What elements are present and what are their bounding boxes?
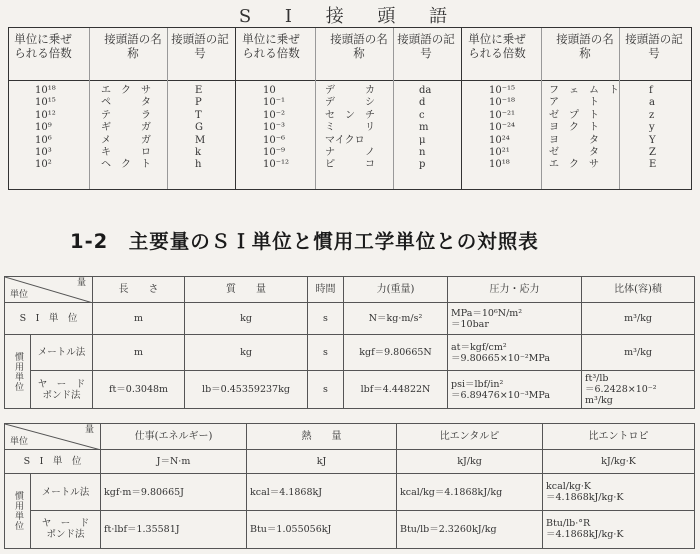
table-cell: s [308, 303, 344, 335]
table-cell: s [308, 371, 344, 409]
name-cell: エ ク サ [549, 159, 599, 171]
name-cell: セ ン チ [325, 109, 375, 121]
name-cell: ゼ プ ト [549, 109, 599, 121]
name-cell: デ カ [325, 85, 375, 96]
multiplier-cell: 10⁻²⁴ [489, 122, 516, 134]
table-cell: Btu/lb＝2.3260kJ/kg [397, 510, 543, 548]
table-cell: psi＝lbf/in² ＝6.89476×10⁻³MPa [448, 371, 582, 409]
header-pressure: 圧力・応力 [448, 277, 582, 303]
multiplier-cell: 10⁻³ [263, 122, 286, 134]
table-cell: m [93, 303, 185, 335]
header-heat: 熱 量 [247, 424, 397, 450]
unit-conversion-table-1 [4, 276, 695, 409]
table-cell: m³/kg [582, 335, 695, 371]
name-cell: テ ラ [101, 109, 151, 121]
name-cell: ペ タ [101, 97, 151, 109]
name-cell: ゼ タ [549, 147, 599, 159]
multiplier-column-3 [489, 85, 515, 172]
symbol-cell: P [195, 97, 202, 109]
multiplier-cell: 10² [35, 159, 52, 171]
name-cell: ヨ ク ト [549, 122, 599, 134]
table-cell: kcal＝4.1868kJ [247, 474, 397, 510]
symbol-cell: T [195, 109, 202, 121]
table-cell: Btu＝1.055056kJ [247, 510, 397, 548]
table-cell: ft³/lb ＝6.2428×10⁻² m³/kg [582, 371, 695, 409]
name-cell: フ ェ ム ト [549, 85, 619, 96]
symbol-cell: z [649, 109, 655, 121]
table-cell: ft·lbf＝1.35581J [101, 510, 247, 548]
symbol-cell: M [195, 134, 206, 146]
section-title: 1-2 主要量のＳＩ単位と慣用工学単位との対照表 [70, 230, 539, 253]
multiplier-cell: 10⁻¹² [263, 159, 290, 171]
multiplier-column-2 [263, 85, 289, 172]
metric-row [5, 335, 695, 371]
name-cell: ミ リ [325, 122, 375, 134]
multiplier-cell: 10⁻¹⁵ [489, 85, 516, 96]
symbol-cell: G [195, 122, 203, 134]
name-cell: ヨ タ [549, 134, 599, 146]
header-symbol-3: 接頭語の記号 [625, 32, 683, 60]
divider [541, 28, 542, 189]
yard-pound-row [5, 510, 695, 548]
name-cell: ヘ ク ト [101, 159, 151, 171]
symbol-cell: h [195, 159, 202, 171]
divider [461, 28, 462, 189]
header-mass: 質 量 [185, 277, 308, 303]
unit-label: 単位 [10, 290, 29, 300]
symbol-cell: Y [649, 134, 656, 146]
name-cell: メ ガ [101, 134, 151, 146]
table-cell: kcal/kg·K ＝4.1868kJ/kg·K [543, 474, 695, 510]
table-header-row [5, 424, 695, 450]
quantity-label: 量 [84, 425, 94, 435]
multiplier-cell: 10¹⁸ [489, 159, 510, 171]
symbol-cell: d [419, 97, 426, 109]
unit-conversion-table-2 [4, 423, 695, 549]
multiplier-cell: 10²¹ [489, 147, 510, 159]
multiplier-cell: 10 [263, 85, 276, 96]
table-cell: kg [185, 335, 308, 371]
header-work: 仕事(エネルギー) [101, 424, 247, 450]
header-symbol-1: 接頭語の記号 [171, 32, 229, 60]
multiplier-cell: 10¹² [35, 109, 56, 121]
table-cell: kg [185, 303, 308, 335]
multiplier-cell: 10¹⁵ [35, 97, 56, 109]
name-cell: ナ ノ [325, 147, 375, 159]
divider [393, 28, 394, 189]
table-cell: at＝kgf/cm² ＝9.80665×10⁻²MPa [448, 335, 582, 371]
table-cell: lbf＝4.44822N [344, 371, 448, 409]
name-cell: マイクロ [325, 134, 365, 146]
header-multiplier-1: 単位に乗ぜられる倍数 [14, 32, 72, 60]
si-prefix-table [8, 27, 692, 190]
table-cell: Btu/lb·°R ＝4.1868kJ/kg·K [543, 510, 695, 548]
symbol-cell: da [419, 85, 432, 96]
header-specific-volume: 比体(容)積 [582, 277, 695, 303]
header-specific-enthalpy: 比エンタルピ [397, 424, 543, 450]
yard-pound-row [5, 371, 695, 409]
yard-pound-label: ヤ ー ド ポンド法 [31, 371, 93, 409]
table-cell: m³/kg [582, 303, 695, 335]
symbol-cell: E [195, 85, 203, 96]
table-cell: kcal/kg＝4.1868kJ/kg [397, 474, 543, 510]
table-cell: kgf＝9.80665N [344, 335, 448, 371]
name-column-1 [101, 85, 151, 172]
conventional-units-text: 慣用単位 [13, 491, 23, 532]
header-symbol-2: 接頭語の記号 [397, 32, 455, 60]
multiplier-cell: 10⁶ [35, 134, 52, 146]
name-cell: エ ク サ [101, 85, 151, 96]
si-unit-row [5, 303, 695, 335]
conventional-units-label [5, 474, 31, 549]
divider [235, 28, 236, 189]
table-cell: m [93, 335, 185, 371]
table-cell: lb＝0.45359237kg [185, 371, 308, 409]
symbol-cell: k [195, 147, 202, 159]
si-prefix-title: S I 接 頭 語 [238, 6, 462, 27]
name-cell: ピ コ [325, 159, 375, 171]
si-unit-label: S I 単 位 [5, 450, 101, 474]
si-unit-row [5, 450, 695, 474]
table-cell: MPa＝10⁶N/m² ＝10bar [448, 303, 582, 335]
name-column-3 [549, 85, 619, 172]
multiplier-cell: 10⁻⁹ [263, 147, 286, 159]
multiplier-cell: 10¹⁸ [35, 85, 56, 96]
header-specific-entropy: 比エントロピ [543, 424, 695, 450]
unit-label: 単位 [10, 437, 29, 448]
table-cell: J＝N·m [101, 450, 247, 474]
multiplier-cell: 10²⁴ [489, 134, 510, 146]
name-cell: キ ロ [101, 147, 151, 159]
quantity-label: 量 [76, 278, 86, 288]
multiplier-cell: 10⁻⁶ [263, 134, 286, 146]
metric-label: メートル法 [31, 335, 93, 371]
table-cell: kJ/kg [397, 450, 543, 474]
name-cell: ギ ガ [101, 122, 151, 134]
multiplier-column-1 [35, 85, 56, 172]
header-name-1: 接頭語の名称 [104, 32, 162, 60]
divider [89, 28, 90, 189]
corner-cell [5, 424, 101, 450]
name-cell: デ シ [325, 97, 375, 109]
symbol-column-2 [419, 85, 431, 172]
divider [315, 28, 316, 189]
table-cell: kgf·m＝9.80665J [101, 474, 247, 510]
header-name-3: 接頭語の名称 [556, 32, 614, 60]
multiplier-cell: 10⁹ [35, 122, 52, 134]
metric-row [5, 474, 695, 510]
header-force: 力(重量) [344, 277, 448, 303]
si-unit-label: S I 単 位 [5, 303, 93, 335]
header-multiplier-2: 単位に乗ぜられる倍数 [242, 32, 300, 60]
multiplier-cell: 10³ [35, 147, 52, 159]
multiplier-cell: 10⁻²¹ [489, 109, 516, 121]
divider [619, 28, 620, 189]
table-cell: kJ [247, 450, 397, 474]
symbol-cell: m [419, 122, 429, 134]
header-time: 時間 [308, 277, 344, 303]
symbol-cell: c [419, 109, 425, 121]
symbol-cell: f [649, 85, 653, 96]
conventional-units-label [5, 335, 31, 409]
symbol-cell: a [649, 97, 655, 109]
corner-cell [5, 277, 93, 303]
table-cell: N＝kg·m/s² [344, 303, 448, 335]
symbol-cell: n [419, 147, 426, 159]
multiplier-cell: 10⁻² [263, 109, 286, 121]
table-cell: kJ/kg·K [543, 450, 695, 474]
header-multiplier-3: 単位に乗ぜられる倍数 [468, 32, 526, 60]
metric-label: メートル法 [31, 474, 101, 510]
symbol-cell: E [649, 159, 657, 171]
symbol-cell: y [649, 122, 655, 134]
header-length: 長 さ [93, 277, 185, 303]
table-header-row [5, 277, 695, 303]
symbol-column-3 [649, 85, 656, 172]
table-cell: ft＝0.3048m [93, 371, 185, 409]
name-column-2 [325, 85, 375, 172]
symbol-column-1 [195, 85, 205, 172]
yard-pound-label: ヤ ー ド ポンド法 [31, 510, 101, 548]
divider [167, 28, 168, 189]
symbol-cell: μ [419, 134, 426, 146]
table-cell: s [308, 335, 344, 371]
multiplier-cell: 10⁻¹ [263, 97, 286, 109]
header-name-2: 接頭語の名称 [330, 32, 388, 60]
symbol-cell: Z [649, 147, 656, 159]
name-cell: ア ト [549, 97, 599, 109]
multiplier-cell: 10⁻¹⁸ [489, 97, 516, 109]
symbol-cell: p [419, 159, 426, 171]
conventional-units-text: 慣用単位 [13, 351, 23, 392]
